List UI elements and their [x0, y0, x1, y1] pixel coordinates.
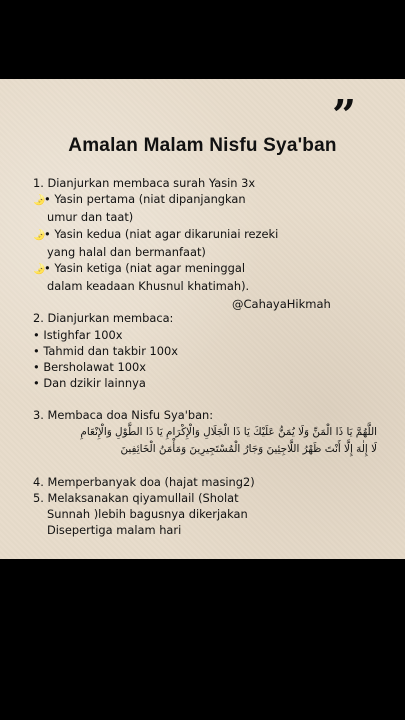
list-item: • Bersholawat 100x	[33, 360, 146, 375]
yasin2-line1: • Yasin kedua (niat agar dikaruniai rezeki	[44, 226, 279, 241]
section4-heading: 4. Memperbanyak doa (hajat masing2)	[33, 474, 255, 489]
list-item	[33, 191, 383, 209]
list-item: • Istighfar 100x	[33, 327, 123, 342]
yasin3-line2: dalam keadaan Khusnul khatimah).	[47, 279, 250, 294]
yasin2-line2: yang halal dan bermanfaat)	[47, 244, 206, 259]
post-card	[0, 79, 405, 559]
section5-line2: Sunnah )lebih bagusnya dikerjakan	[47, 507, 248, 522]
section2-heading: 2. Dianjurkan membaca:	[33, 311, 174, 326]
content-body	[33, 175, 383, 538]
closing-quote-icon: ”	[332, 91, 357, 140]
section3-heading: 3. Membaca doa Nisfu Sya'ban:	[33, 408, 214, 423]
arabic-prayer-line2: لَا إِلٰهَ إِلَّا أَنْتَ ظَهْرُ اللَّاجِئِينَ وَجَارُ الْمُسْتَجِيرِينَ وَمَأْمَنُ الْخَائِفِينَ	[120, 442, 377, 455]
yasin1-line2: umur dan taat)	[47, 210, 134, 225]
yasin3-line1: • Yasin ketiga (niat agar meninggal	[44, 261, 246, 276]
section5-line3: Disepertiga malam hari	[47, 523, 182, 538]
section1-heading: 1. Dianjurkan membaca surah Yasin 3x	[33, 176, 256, 190]
moon-icon: 🌛	[33, 229, 46, 241]
watermark-handle: @CahayaHikmah	[232, 297, 331, 311]
moon-icon: 🌛	[33, 264, 46, 276]
list-item	[33, 260, 383, 278]
page-title: Amalan Malam Nisfu Sya'ban	[68, 135, 337, 156]
list-item	[33, 226, 383, 244]
list-item: • Tahmid dan takbir 100x	[33, 343, 178, 358]
yasin1-line1: • Yasin pertama (niat dipanjangkan	[44, 192, 246, 207]
arabic-prayer-line1: اللَّهُمَّ يَا ذَا الْمَنِّ وَلَا يُمَنُّ عَلَيْكَ يَا ذَا الْجَلَالِ وَالْإِكْرَامِ يَا ذَا الطَّوْلِ وَالْإِنْعَامِ	[80, 425, 377, 438]
section5-line1: 5. Melaksanakan qiyamullail (Sholat	[33, 490, 239, 505]
list-item: • Dan dzikir lainnya	[33, 376, 146, 391]
moon-icon: 🌛	[33, 195, 46, 207]
